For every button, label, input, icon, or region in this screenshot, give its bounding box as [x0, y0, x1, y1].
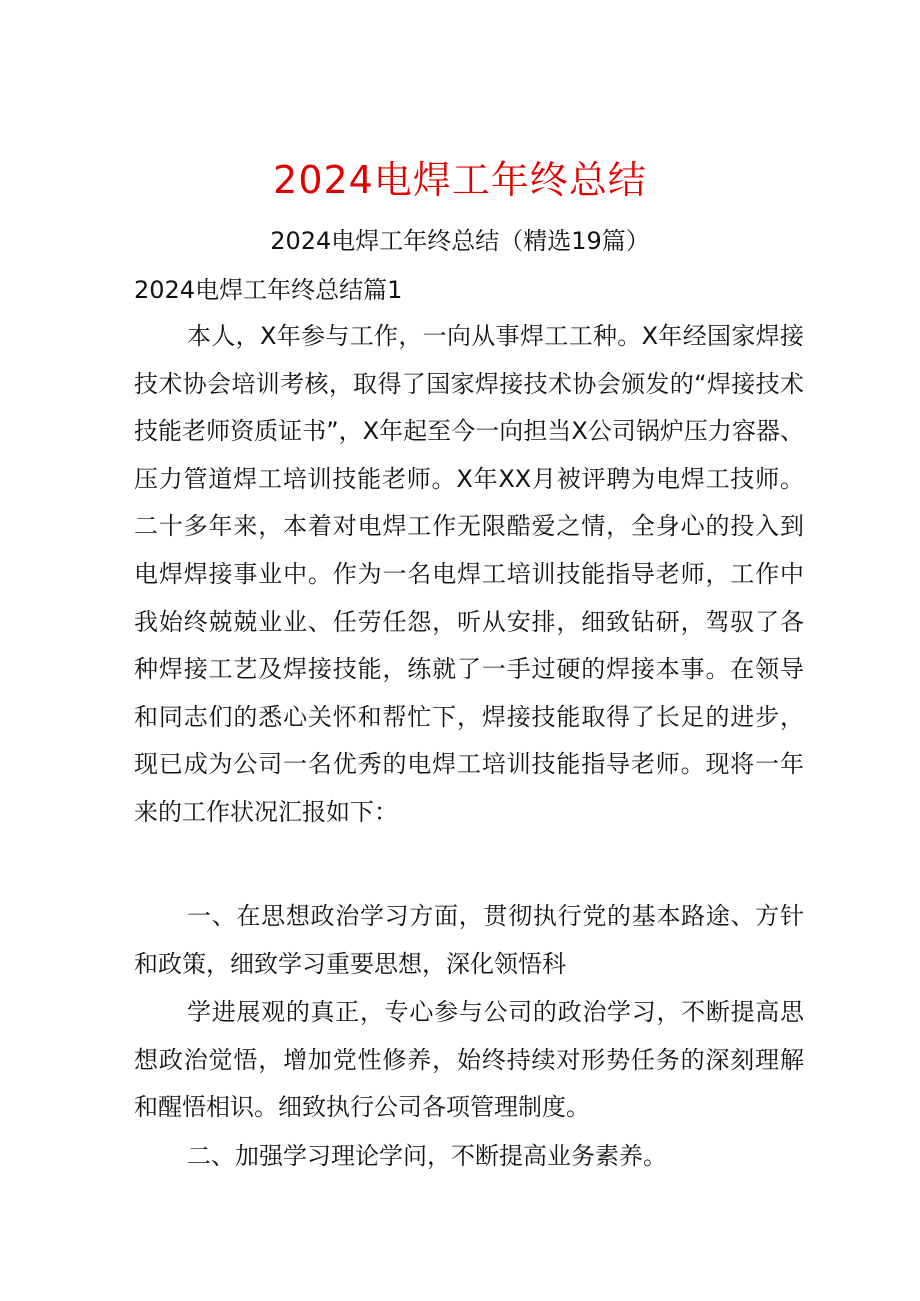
paragraph-theory-study: 二、加强学习理论学问，不断提高业务素养。	[187, 1142, 667, 1170]
paragraph-intro: 本人，X年参与工作，一向从事焊工工种。X年经国家焊接技术协会培训考核，取得了国家焊接技术协会颁发的“焊接技术技能老师资质证书”，X年起至今一向担当X公司锅炉压力容器、压力管道焊工培训技能老师。X年XX月被评聘为电焊工技师。二十多年来，本着对电焊工作无限酷爱之情，全身心的投入到电焊焊接事业中。作为一名电焊工培训技能指导老师，工作中我始终兢兢业业、任劳任怨，听从安排，细致钻研，驾驭了各种焊接工艺及焊接技能，练就了一手过硬的焊接本事。在领导和同志们的悉心关怀和帮忙下，焊接技能取得了长足的进步，现已成为公司一名优秀的电焊工培训技能指导老师。现将一年来的工作状况汇报如下：	[134, 322, 804, 826]
paragraph-political-study: 一、在思想政治学习方面，贯彻执行党的基本路途、方针和政策，细致学习重要思想，深化领悟科	[134, 902, 804, 978]
paragraph-political-study-continued: 学进展观的真正，专心参与公司的政治学习，不断提高思想政治觉悟，增加党性修养，始终持续对形势任务的深刻理解和醒悟相识。细致执行公司各项管理制度。	[134, 998, 804, 1122]
document-subtitle: 2024电焊工年终总结（精选19篇）	[270, 227, 650, 255]
section-heading: 2024电焊工年终总结篇1	[134, 276, 403, 304]
document-title: 2024电焊工年终总结	[273, 158, 647, 202]
